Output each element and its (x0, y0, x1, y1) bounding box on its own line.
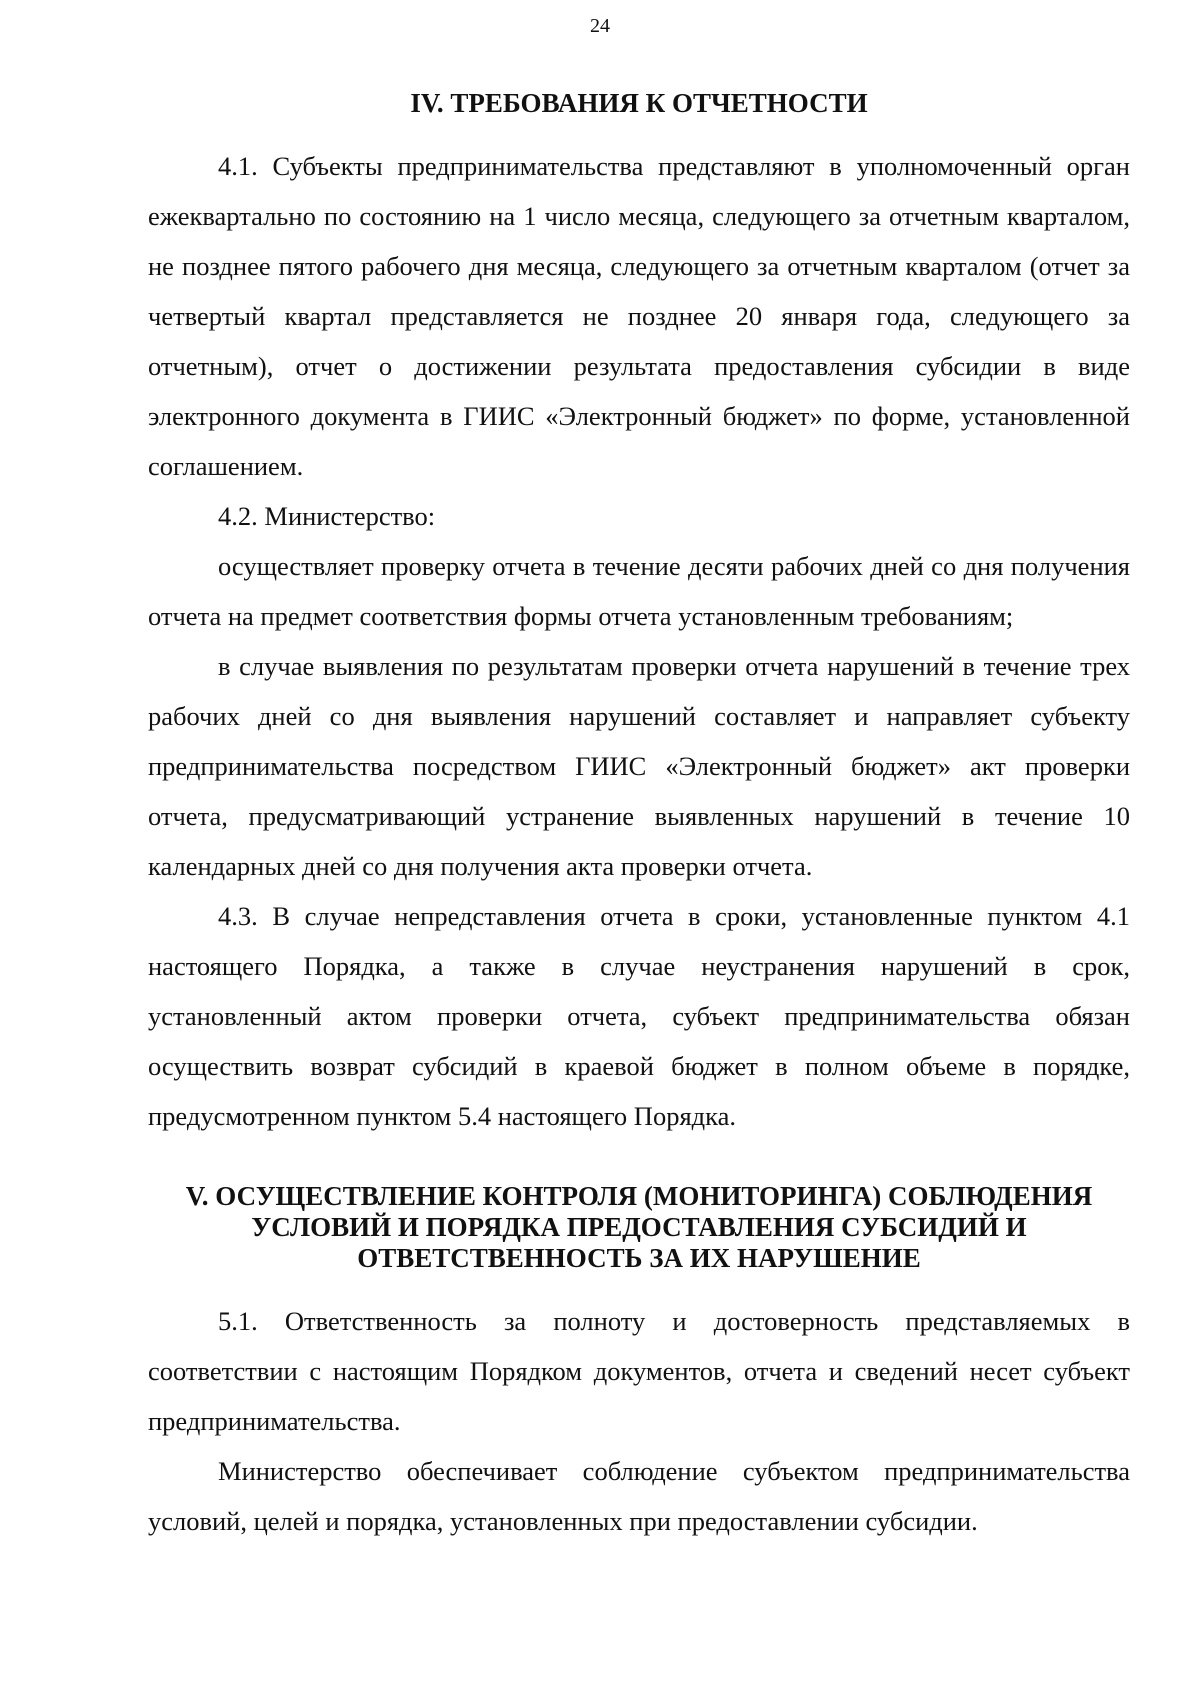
section-5-heading (148, 1181, 1130, 1274)
paragraph-5-1-b: Министерство обеспечивает соблюдение субъектом предпринимательства условий, целей и порядка, установленных при предоставлении субсидии. (148, 1456, 1130, 1536)
paragraph-4-3: 4.3. В случае непредставления отчета в сроки, установленные пунктом 4.1 настоящего Порядка, а также в случае неустранения нарушений в срок, установленный актом проверки отчета, субъект предпринимательства обязан осуществить возврат субсидий в краевой бюджет в полном объеме в порядке, предусмотренном пунктом 5.4 настоящего Порядка. (148, 901, 1130, 1131)
page-number: 24 (590, 15, 610, 37)
paragraph-5-1: 5.1. Ответственность за полноту и достоверность представляемых в соответствии с настоящим Порядком документов, отчета и сведений несет субъект предпринимательства. (148, 1306, 1130, 1436)
paragraph-4-2-a: осуществляет проверку отчета в течение десяти рабочих дней со дня получения отчета на предмет соответствия формы отчета установленным требованиям; (148, 551, 1130, 631)
paragraph-4-2-b: в случае выявления по результатам проверки отчета нарушений в течение трех рабочих дней со дня выявления нарушений составляет и направляет субъекту предпринимательства посредством ГИИС «Электронный бюджет» акт проверки отчета, предусматривающий устранение выявленных нарушений в течение 10 календарных дней со дня получения акта проверки отчета. (148, 651, 1130, 881)
section-5-heading-line-3: ОТВЕТСТВЕННОСТЬ ЗА ИХ НАРУШЕНИЕ (357, 1243, 921, 1273)
page-content (148, 88, 1130, 1546)
section-4-heading: IV. ТРЕБОВАНИЯ К ОТЧЕТНОСТИ (410, 88, 868, 118)
section-5-heading-line-1: V. ОСУЩЕСТВЛЕНИЕ КОНТРОЛЯ (МОНИТОРИНГА) СОБЛЮДЕНИЯ (185, 1181, 1093, 1211)
paragraph-4-2: 4.2. Министерство: (218, 501, 436, 531)
section-5-heading-line-2: УСЛОВИЙ И ПОРЯДКА ПРЕДОСТАВЛЕНИЯ СУБСИДИЙ И (251, 1212, 1027, 1242)
paragraph-4-1: 4.1. Субъекты предпринимательства представляют в уполномоченный орган ежеквартально по состоянию на 1 число месяца, следующего за отчетным кварталом, не позднее пятого рабочего дня месяца, следующего за отчетным кварталом (отчет за четвертый квартал представляется не позднее 20 января года, следующего за отчетным), отчет о достижении результата предоставления субсидии в виде электронного документа в ГИИС «Электронный бюджет» по форме, установленной соглашением. (148, 151, 1130, 481)
